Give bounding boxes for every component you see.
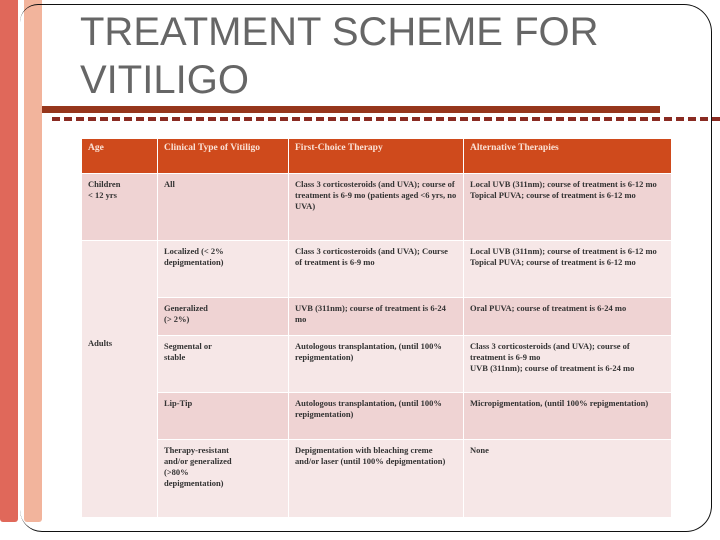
alternative-cell: None bbox=[464, 440, 671, 517]
clinical-type-line: stable bbox=[164, 352, 186, 362]
alternative-cell: Oral PUVA; course of treatment is 6-24 mo bbox=[464, 298, 671, 335]
first-choice-cell: Autologous transplantation, (until 100% repigmentation) bbox=[289, 336, 463, 392]
alternative-line: UVB (311nm); course of treatment is 6-24 mo bbox=[470, 363, 635, 373]
clinical-type-line: and/or generalized bbox=[164, 456, 232, 466]
clinical-type-line: Generalized bbox=[164, 303, 208, 313]
clinical-type-line: Segmental or bbox=[164, 341, 212, 351]
header-alternative: Alternative Therapies bbox=[464, 139, 671, 173]
clinical-type-cell: All bbox=[158, 174, 288, 240]
alternative-cell bbox=[464, 174, 671, 240]
clinical-type-cell: Lip-Tip bbox=[158, 393, 288, 439]
table-row bbox=[82, 174, 671, 240]
clinical-type-cell bbox=[158, 336, 288, 392]
alternative-line: Topical PUVA; course of treatment is 6-12 mo bbox=[470, 257, 636, 267]
alternative-line: Local UVB (311nm); course of treatment is 6-12 mo bbox=[470, 179, 657, 189]
title-underline bbox=[42, 106, 660, 113]
alternative-line: Local UVB (311nm); course of treatment is 6-12 mo bbox=[470, 246, 657, 256]
header-first-choice: First-Choice Therapy bbox=[289, 139, 463, 173]
title-line-1: TREATMENT SCHEME FOR bbox=[80, 10, 599, 54]
age-adults-label: Adults bbox=[88, 338, 113, 348]
clinical-type-cell bbox=[158, 440, 288, 517]
first-choice-cell: Autologous transplantation, (until 100% repigmentation) bbox=[289, 393, 463, 439]
dashed-divider bbox=[52, 117, 720, 121]
alternative-line: Class 3 corticosteroids (and UVA); course of treatment is 6-9 mo bbox=[470, 341, 630, 362]
alternative-cell bbox=[464, 241, 671, 297]
table-row bbox=[82, 393, 671, 439]
header-clinical-type: Clinical Type of Vitiligo bbox=[158, 139, 288, 173]
header-age: Age bbox=[82, 139, 157, 173]
first-choice-cell: Class 3 corticosteroids (and UVA); course of treatment is 6-9 mo (patients aged <6 yrs, no UVA) bbox=[289, 174, 463, 240]
age-children-cell bbox=[82, 174, 157, 240]
age-children-range: < 12 yrs bbox=[88, 190, 117, 200]
alternative-cell bbox=[464, 336, 671, 392]
first-choice-cell: Class 3 corticosteroids (and UVA); Course of treatment is 6-9 mo bbox=[289, 241, 463, 297]
first-choice-cell: Depigmentation with bleaching creme and/or laser (until 100% depigmentation) bbox=[289, 440, 463, 517]
age-children-label: Children bbox=[88, 179, 121, 189]
table-row bbox=[82, 241, 671, 297]
table-row bbox=[82, 440, 671, 517]
clinical-type-line: (> 2%) bbox=[164, 314, 190, 324]
clinical-type-cell: Localized (< 2% depigmentation) bbox=[158, 241, 288, 297]
treatment-table bbox=[81, 138, 672, 518]
title-line-2: VITILIGO bbox=[80, 58, 249, 102]
clinical-type-cell bbox=[158, 298, 288, 335]
age-adults-cell bbox=[82, 241, 157, 517]
clinical-type-line: (>80% bbox=[164, 467, 189, 477]
table-row bbox=[82, 298, 671, 335]
decorative-bar-left bbox=[0, 0, 18, 522]
alternative-line: Topical PUVA; course of treatment is 6-12 mo bbox=[470, 190, 636, 200]
table-row bbox=[82, 336, 671, 392]
clinical-type-line: depigmentation) bbox=[164, 478, 224, 488]
clinical-type-line: Therapy-resistant bbox=[164, 445, 230, 455]
first-choice-cell: UVB (311nm); course of treatment is 6-24 mo bbox=[289, 298, 463, 335]
table-header-row bbox=[82, 139, 671, 173]
alternative-cell: Micropigmentation, (until 100% repigmentation) bbox=[464, 393, 671, 439]
slide-title bbox=[80, 8, 599, 104]
